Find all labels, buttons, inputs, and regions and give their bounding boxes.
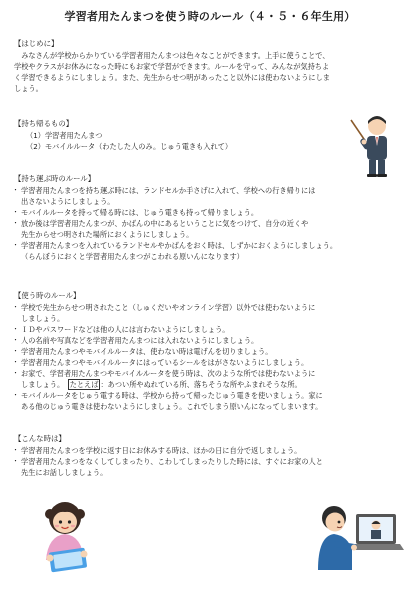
trouble-heading: 【こんな時は】 — [14, 434, 66, 443]
use-rule-text: ある他のじゅう電きは使わないようにしましょう。これでしまう原いんになってしまいます。 — [21, 402, 323, 411]
use-rule-text: ・ お家で、学習者用たんまつやモバイルルータを使う時は、次のような所では使わないように — [21, 369, 316, 378]
carry-section — [14, 173, 410, 262]
use-rule — [14, 390, 410, 412]
carry-rule-text: ・ 学習者用たんまつを入れているランドセルやかばんをおく時は、しずかにおくようにしましょう。 — [21, 241, 338, 250]
use-rule — [14, 335, 410, 346]
trouble-rule-text: 先生にお話ししましょう。 — [21, 468, 108, 477]
use-rule — [14, 302, 410, 324]
use-rule — [14, 324, 410, 335]
use-rule-text: ・ 人の名前や写真などを学習者用たんまつには入れないようにしましょう。 — [21, 336, 259, 345]
use-heading: 【使う時のルール】 — [14, 291, 81, 300]
trouble-rule — [14, 445, 410, 456]
boy-laptop-illustration — [316, 500, 404, 576]
bring-item: （2）モバイルルータ（わたした人のみ。じゅう電きも入れて） — [26, 142, 233, 151]
teacher-pointer-illustration — [348, 112, 394, 178]
bring-item: （1）学習者用たんまつ — [26, 131, 103, 140]
example-prefix: しましょう。 — [21, 380, 68, 389]
carry-rule-text: 先生からせつ明された場所におくようにしましょう。 — [21, 230, 194, 239]
example-line — [21, 379, 410, 390]
use-rule-text: しましょう。 — [21, 314, 65, 323]
carry-rule-text: 出さないようにしましょう。 — [21, 197, 115, 206]
carry-heading: 【持ち運ぶ時のルール】 — [14, 174, 96, 183]
example-label: たとえば — [69, 380, 99, 389]
page-title: 学習者用たんまつを使う時のルール（４・５・６年生用） — [64, 10, 356, 23]
carry-rule — [14, 240, 410, 262]
intro-line: く学習できるようにしましょう。また、先生からせつ明があったこと以外には使わないようにしま — [14, 73, 330, 82]
intro-line: みなさんが学校からかりている学習者用たんまつは色々なことができます。上手に使うことで、 — [14, 51, 330, 60]
carry-rule — [14, 207, 410, 218]
intro-section — [14, 38, 410, 94]
carry-rule-text: （らんぼうにおくと学習者用たんまつがこわれる原いんになります） — [21, 252, 244, 261]
use-rule-text: ・ 学習者用たんまつやモバイルルータは、使わない時は電げんを切りましょう。 — [21, 347, 273, 356]
use-rule — [14, 368, 410, 390]
carry-rule-text: ・ 学習者用たんまつを持ち運ぶ時には、ランドセルか手さげに入れて、学校への行き帰りには — [21, 186, 316, 195]
use-rule-text: ・ 学校で先生からせつ明されたこと（しゅくだいやオンライン学習）以外では使わないように — [21, 303, 316, 312]
trouble-rule-text: ・ 学習者用たんまつを学校に返す日にお休みする時は、ほかの日に自分で返しましょう。 — [21, 446, 302, 455]
carry-rule — [14, 185, 410, 207]
bring-heading: 【持ち帰るもの】 — [14, 119, 74, 128]
girl-tablet-illustration — [36, 498, 96, 576]
use-rule-text: ・ モバイルルータをじゅう電する時は、学校から持って帰ったじゅう電きを使いましょう。家に — [21, 391, 323, 400]
use-rule — [14, 357, 410, 368]
trouble-rule-text: ・ 学習者用たんまつをなくしてしまったり、こわしてしまったりした時には、すぐにお家の人と — [21, 457, 323, 466]
use-rule-text: ・ ＩＤやパスワードなどは他の人には言わないようにしましょう。 — [21, 325, 230, 334]
intro-heading: 【はじめに】 — [14, 39, 59, 48]
intro-line: 学校やクラスがお休みになった時にもお家で学習ができます。ルールを守って、みんなが気持ちよ — [14, 62, 330, 71]
intro-line: しょう。 — [14, 84, 43, 93]
trouble-rule — [14, 456, 410, 478]
use-rule-text: ・ 学習者用たんまつやモバイルルータにはっているシールをはがさないようにしましょう。 — [21, 358, 309, 367]
example-text: ：あつい所やぬれている所、落ちそうな所やふまれそうな所。 — [100, 380, 302, 389]
carry-rule — [14, 218, 410, 240]
use-rule — [14, 346, 410, 357]
trouble-section — [14, 433, 410, 478]
carry-rule-text: ・ モバイルルータを持って帰る時には、じゅう電きも持って帰りましょう。 — [21, 208, 259, 217]
carry-rule-text: ・ 放か後は学習者用たんまつが、かばんの中にあるということに気をつけて、自分の近くや — [21, 219, 309, 228]
use-section — [14, 290, 410, 412]
